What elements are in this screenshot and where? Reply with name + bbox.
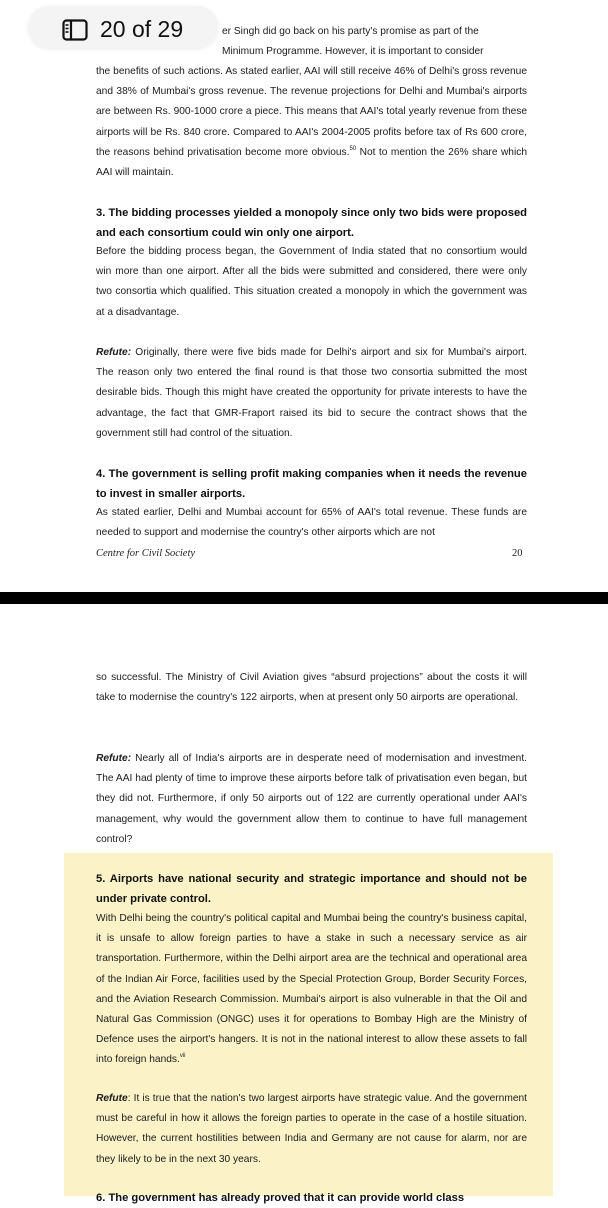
heading-point-3: 3. The bidding processes yielded a monopoly since only two bids were proposed and each consortium could win only one airport. xyxy=(96,207,527,240)
heading-point-5: 5. Airports have national security and strategic importance and should not be under private control. xyxy=(96,873,527,906)
sidebar-panel-icon[interactable] xyxy=(62,19,88,41)
paragraph-point-4: As stated earlier, Delhi and Mumbai account for 65% of AAI's total revenue. These funds are needed to support and modernise the country's other airports which are not xyxy=(96,507,527,539)
paragraph-benefits: the benefits of such actions. As stated earlier, AAI will still receive 46% of Delhi's gross revenue and 38% of Mumbai's gross revenue. The revenue projections for Delhi and Mumbai's airports are between Rs. 900-1000 crore a piece. This means that AAI's total yearly revenue from these airports will be Rs. 840 crore. Compared to AAI's 2004-2005 profits before tax of Rs 600 crore, the reasons behind privatisation become more obvious.$^{50}$ Not to mention the 26% share which AAI will maintain. xyxy=(96,66,527,179)
page-footer-number: 20 xyxy=(512,548,523,559)
page-indicator-text: 20 of 29 xyxy=(100,16,184,42)
paragraph-line: Minimum Programme. However, it is important to consider xyxy=(222,46,484,57)
refute-label: Refute: xyxy=(96,347,132,358)
page-indicator-pill[interactable] xyxy=(28,6,218,48)
paragraph-point-3: Before the bidding process began, the Government of India stated that no consortium would win more than one airport. After all the bids were submitted and considered, there were only two consortia which qualified. This situation created a monopoly in which the government was at a disadvantage. xyxy=(96,246,527,318)
page-footer-org: Centre for Civil Society xyxy=(96,548,196,559)
paragraph-refute-5: Refute: It is true that the nation's two largest airports have strategic value. And the government must be careful in how it allows the foreign parties to operate in the case of a hostile situation. However, the current hostilities between India and Germany are not cause for alarm, nor are they likely to be in the next 30 years. xyxy=(96,1093,527,1165)
paragraph-point-5: With Delhi being the country's political capital and Mumbai being the country's business capital, it is unsafe to allow foreign parties to have a stake in such a necessary service as air transportation. Furthermore, within the Delhi airport area are the technical and operational area of the Indian Air Force, facilities used by the Special Protection Group, Border Security Forces, and the Aviation Research Commission. Mumbai's airport is also vulnerable in that the Oil and Natural Gas Commission (ONGC) uses it for operations to Bombay High are the Ministry of Defence uses the airport's hangers. It is not in the national interest to allow these assets to fall into foreign hands.$^{vii}$ xyxy=(96,913,527,1066)
heading-point-4: 4. The government is selling profit making companies when it needs the revenue to invest in smaller airports. xyxy=(96,468,527,501)
refute-label: Refute xyxy=(96,1093,128,1104)
page-separator xyxy=(0,592,608,604)
document-page-20 xyxy=(0,0,608,592)
paragraph-refute-3: Refute: Originally, there were five bids made for Delhi's airport and six for Mumbai's airport. The reason only two entered the final round is that those two consortia submitted the most desirable bids. Though this might have created the opportunity for private interests to have the advantage, the fact that GMR-Fraport raised its bid to secure the contract shows that the government still had control of the situation. xyxy=(96,347,527,439)
paragraph-line: er Singh did go back on his party's promise as part of the xyxy=(222,26,479,37)
paragraph-refute-4: Refute: Nearly all of India's airports are in desperate need of modernisation and investment. The AAI had plenty of time to improve these airports before talk of privatisation even began, but they did not. Furthermore, if only 50 airports out of 122 are currently operational under AAI's management, why would the government allow them to continue to have full management control? xyxy=(96,753,527,845)
heading-point-6-partial: 6. The government has already proved that it can provide world class xyxy=(96,1192,465,1204)
refute-label: Refute: xyxy=(96,753,132,764)
paragraph-point-4-continued: so successful. The Ministry of Civil Aviation gives “absurd projections” about the costs it will take to modernise the country's 122 airports, when at present only 50 airports are operational. xyxy=(96,672,527,704)
